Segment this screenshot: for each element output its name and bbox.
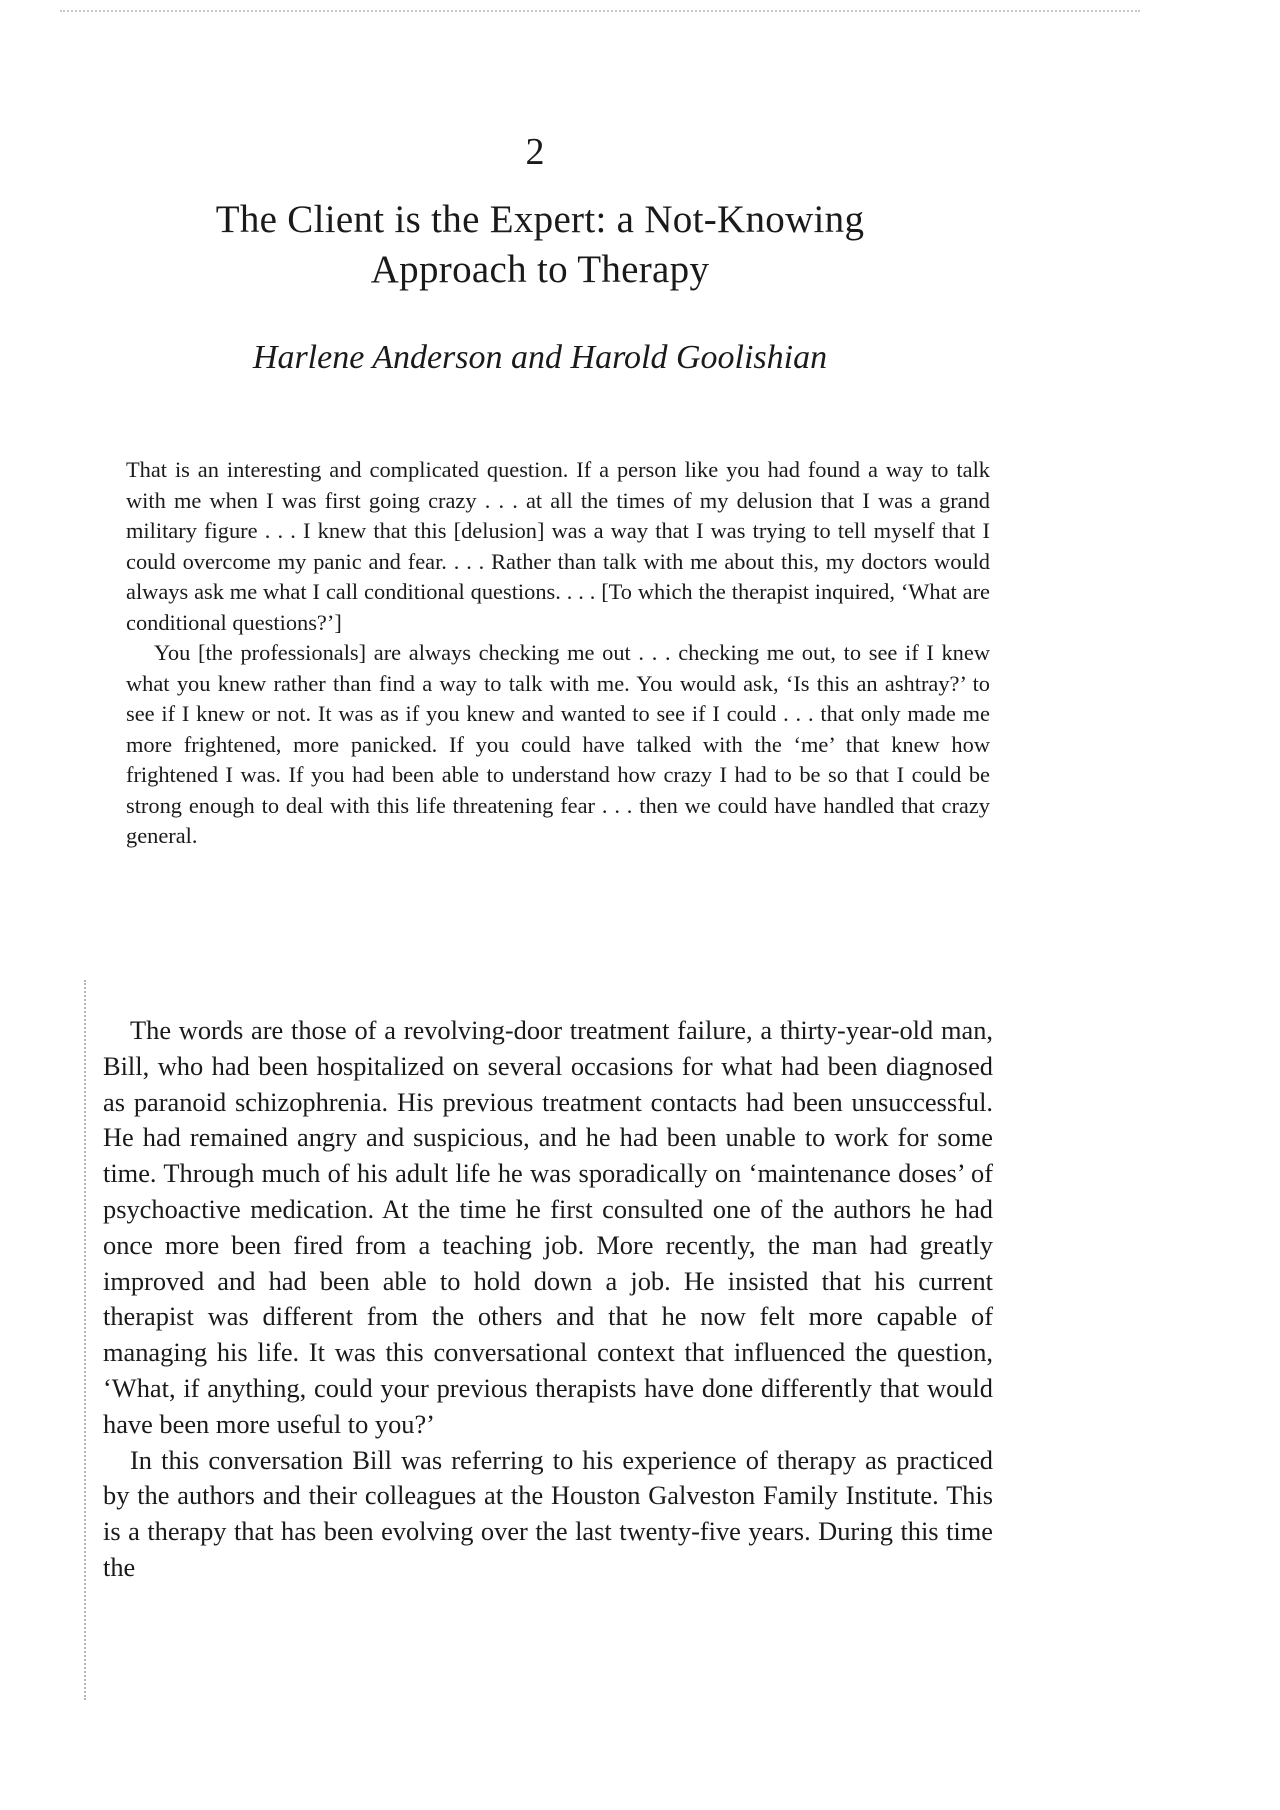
body-paragraph: In this conversation Bill was referring to his experience of therapy as practiced by the authors and their colleagues at the Houston Galveston Family Institute. This is a therapy that has been evolving over the last twenty-five years. During this time the <box>103 1444 993 1582</box>
epigraph-paragraph: That is an interesting and complicated question. If a person like you had found a way to talk with me when I was first going crazy . . . at all the times of my delusion that I was a grand military figure . . . I knew that this [delusion] was a way that I was trying to tell myself that I could overcome my panic and fear. . . . Rather than talk with me about this, my doctors would always ask me what I call conditional questions. . . . [To which the therapist inquired, ‘What are conditional questions?’] <box>126 457 990 635</box>
chapter-authors: Harlene Anderson and Harold Goolishian <box>252 339 828 376</box>
epigraph-block <box>126 455 990 852</box>
chapter-title <box>140 195 940 295</box>
chapter-number: 2 <box>525 131 545 173</box>
chapter-title-line-1: The Client is the Expert: a Not-Knowing <box>215 198 865 241</box>
chapter-title-line-2: Approach to Therapy <box>370 248 710 291</box>
scan-artifact-left-edge <box>84 980 86 1700</box>
body-paragraph: The words are those of a revolving-door treatment failure, a thirty-year-old man, Bill, who had been hospitalized on several occasions for what had been diagnosed as paranoid schizophrenia. His previous treatment contacts had been unsuccessful. He had remained angry and suspicious, and he had been unable to work for some time. Through much of his adult life he was sporadically on ‘maintenance doses’ of psychoactive medication. At the time he first consulted one of the authors he had once more been fired from a teaching job. More recently, the man had greatly improved and had been able to hold down a job. He insisted that his current therapist was different from the others and that he now felt more capable of managing his life. It was this conversational context that influenced the question, ‘What, if anything, could your previous therapists have done differently that would have been more useful to you?’ <box>103 1015 993 1439</box>
body-text <box>103 1013 993 1586</box>
scan-artifact-top <box>60 10 1140 18</box>
epigraph-paragraph: You [the professionals] are always checking me out . . . checking me out, to see if I knew what you knew rather than find a way to talk with me. You would ask, ‘Is this an ashtray?’ to see if I knew or not. It was as if you knew and wanted to see if I could . . . that only made me more frightened, more panicked. If you could have talked with the ‘me’ that knew how frightened I was. If you had been able to understand how crazy I had to be so that I could be strong enough to deal with this life threatening fear . . . then we could have handled that crazy general. <box>126 640 990 848</box>
